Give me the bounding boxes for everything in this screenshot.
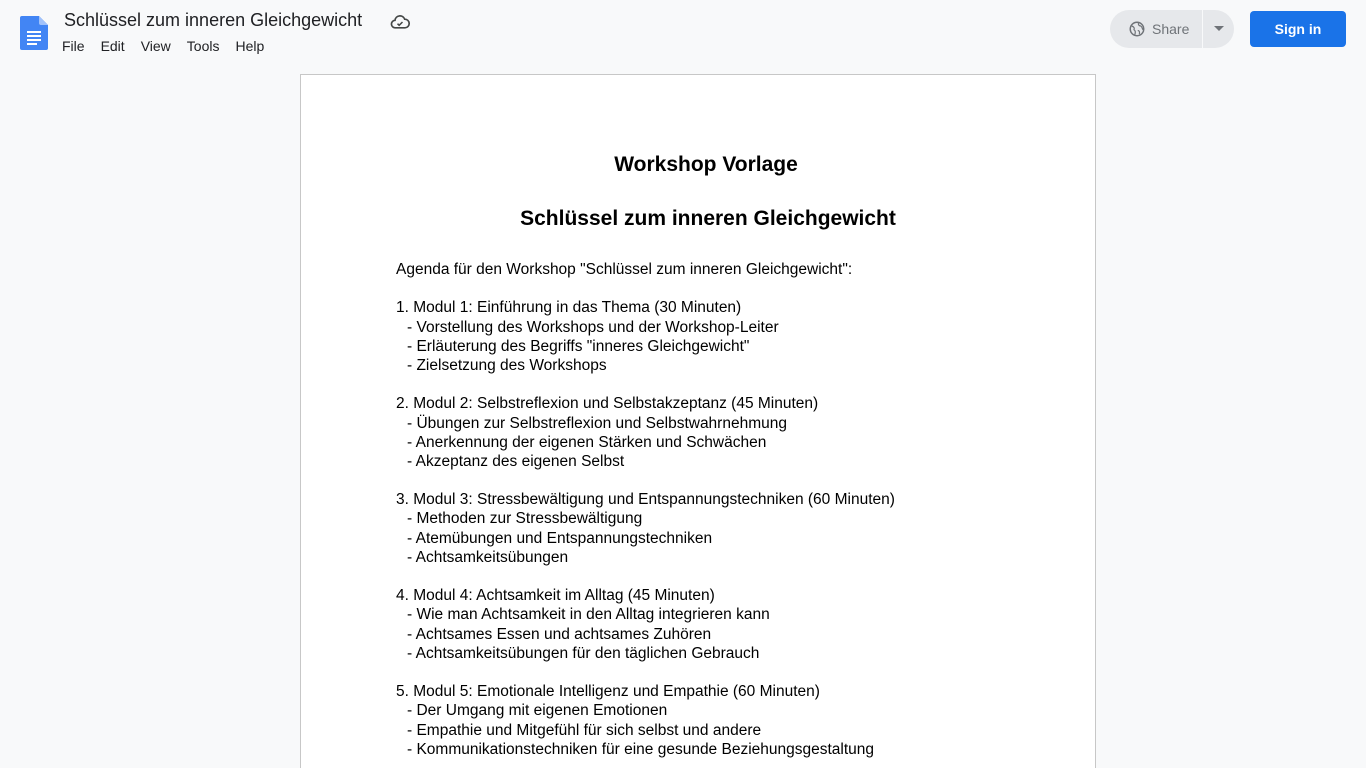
module-item: - Kommunikationstechniken für eine gesunde Beziehungsgestaltung [407, 740, 875, 758]
menu-tools[interactable]: Tools [186, 38, 220, 54]
agenda-intro: Agenda für den Workshop "Schlüssel zum inneren Gleichgewicht": [396, 261, 853, 278]
share-label: Share [1152, 21, 1190, 37]
module-item: - Empathie und Mitgefühl für sich selbst und andere [407, 721, 762, 739]
module-item: - Der Umgang mit eigenen Emotionen [407, 702, 668, 720]
module-item: - Atemübungen und Entspannungstechniken [407, 529, 713, 547]
share-dropdown-button[interactable] [1203, 10, 1234, 48]
module-3 [396, 490, 1036, 567]
document-body [396, 260, 1036, 768]
module-item: - Vorstellung des Workshops und der Workshop-Leiter [407, 318, 779, 336]
share-button-group [1110, 10, 1234, 48]
module-title: 3. Modul 3: Stressbewältigung und Entspannungstechniken (60 Minuten) [396, 491, 895, 509]
module-item: - Akzeptanz des eigenen Selbst [407, 452, 625, 470]
module-4 [396, 586, 1036, 663]
module-title: 4. Modul 4: Achtsamkeit im Alltag (45 Minuten) [396, 587, 715, 605]
module-item: - Achtsames Essen und achtsames Zuhören [407, 625, 712, 643]
menu-help[interactable]: Help [235, 38, 265, 54]
document-heading: Workshop Vorlage [614, 153, 798, 176]
google-docs-logo-icon[interactable] [20, 16, 48, 50]
cloud-saved-icon[interactable] [390, 12, 410, 32]
module-item: - Zielsetzung des Workshops [407, 356, 607, 374]
document-title[interactable]: Schlüssel zum inneren Gleichgewicht [64, 10, 363, 30]
module-item: - Übungen zur Selbstreflexion und Selbstwahrnehmung [407, 414, 787, 432]
document-page[interactable] [300, 74, 1096, 768]
module-item: - Anerkennung der eigenen Stärken und Schwächen [407, 433, 767, 451]
module-title: 2. Modul 2: Selbstreflexion und Selbstakzeptanz (45 Minuten) [396, 395, 819, 413]
module-item: - Erläuterung des Begriffs "inneres Gleichgewicht" [407, 337, 750, 355]
top-bar [0, 0, 1366, 64]
menu-bar [54, 36, 272, 56]
share-button[interactable] [1110, 10, 1202, 48]
menu-view[interactable]: View [140, 38, 171, 54]
menu-file[interactable]: File [62, 38, 85, 54]
module-title: 1. Modul 1: Einführung in das Thema (30 Minuten) [396, 299, 742, 317]
module-1 [396, 298, 1036, 375]
module-item: - Methoden zur Stressbewältigung [407, 510, 643, 528]
globe-icon [1128, 20, 1146, 38]
sign-in-button[interactable]: Sign in [1250, 11, 1346, 47]
module-item: - Achtsamkeitsübungen für den täglichen Gebrauch [407, 644, 760, 662]
module-5 [396, 682, 1036, 759]
module-item: - Achtsamkeitsübungen [407, 548, 569, 566]
module-item: - Wie man Achtsamkeit in den Alltag integrieren kann [407, 606, 770, 624]
module-2 [396, 394, 1036, 471]
caret-down-icon [1214, 26, 1224, 32]
module-title: 5. Modul 5: Emotionale Intelligenz und Empathie (60 Minuten) [396, 683, 820, 701]
menu-edit[interactable]: Edit [100, 38, 125, 54]
document-subheading: Schlüssel zum inneren Gleichgewicht [520, 207, 896, 230]
